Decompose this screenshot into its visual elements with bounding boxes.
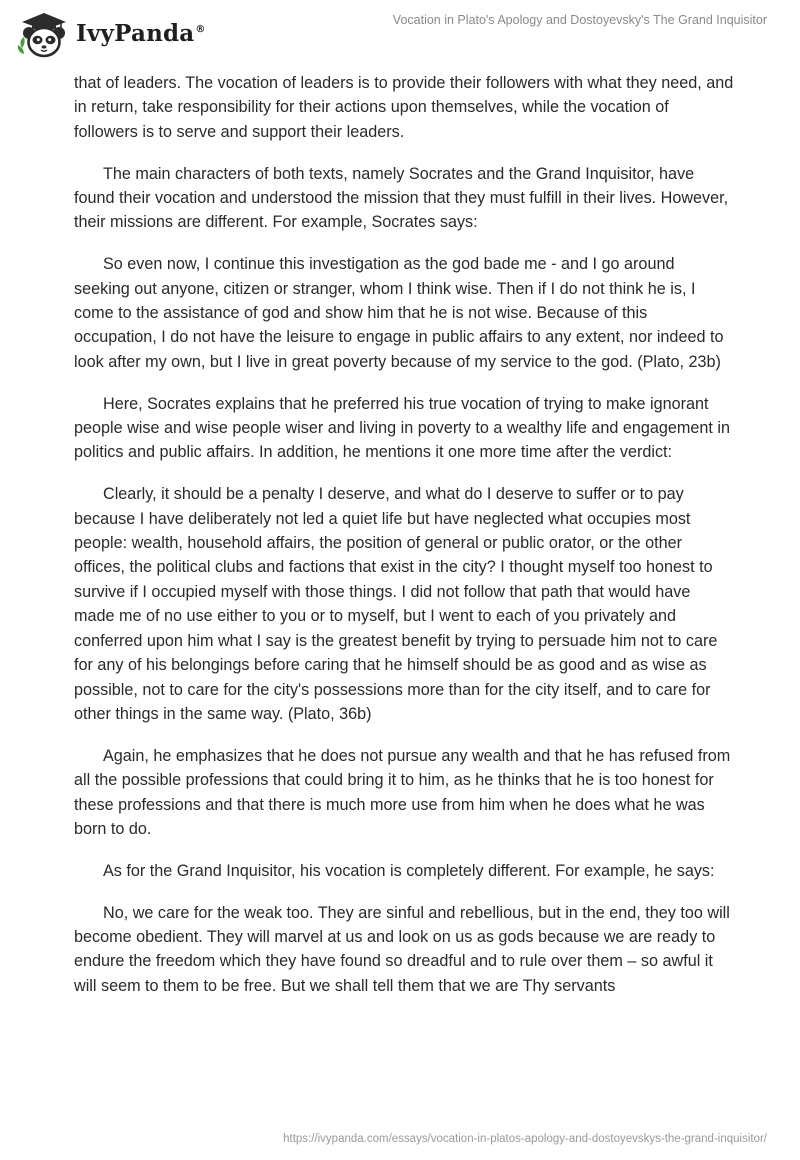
registered-mark: ®	[195, 23, 206, 35]
paragraph: that of leaders. The vocation of leaders is to provide their followers with what they need, and in return, take responsibility for their actions upon themselves, while the vocation of followers is to serve and support their leaders.	[74, 74, 734, 141]
paragraph: Here, Socrates explains that he preferred his true vocation of trying to make ignorant people wise and wise people wiser and living in poverty to a wealthy life and engagement in politics and public affairs. In addition, he mentions it one more time after the verdict:	[74, 394, 730, 462]
panda-graduate-icon	[14, 8, 70, 60]
brand-name	[76, 20, 206, 47]
block-quote: No, we care for the weak too. They are sinful and rebellious, but in the end, they too will become obedient. They will marvel at us and look on us as gods because we are ready to endure the freedom which they have found so dreadful and to rule over them – so awful it will seem to them to be free. But we shall tell them that we are Thy servants	[74, 903, 730, 995]
source-url[interactable]: https://ivypanda.com/essays/vocation-in-platos-apology-and-dostoyevskys-the-grand-inquisitor/	[283, 1133, 767, 1145]
essay-body	[74, 71, 734, 1016]
paragraph: The main characters of both texts, namely Socrates and the Grand Inquisitor, have found their vocation and understood the mission that they must fulfill in their lives. However, their missions are different. For example, Socrates says:	[74, 164, 729, 232]
paragraph: As for the Grand Inquisitor, his vocation is completely different. For example, he says:	[103, 861, 715, 880]
block-quote: Clearly, it should be a penalty I deserve, and what do I deserve to suffer or to pay because I have deliberately not led a quiet life but have neglected what occupies most people: wealth, household affairs, the position of general or public orator, or the other offices, the political clubs and factions that exist in the city? I thought myself too honest to survive if I occupied myself with those things. I did not follow that path that would have made me of no use either to you or to myself, but I went to each of you privately and conferred upon him what I say is the greatest benefit by trying to persuade him not to care for any of his belongings before caring that he himself should be as good and as wise as possible, not to care for the city's possessions more than for the city itself, and to care for other things in the same way. (Plato, 36b)	[74, 485, 718, 723]
ivypanda-logo[interactable]	[14, 8, 206, 60]
brand-name-text: IvyPanda	[76, 19, 195, 47]
document-title: Vocation in Plato's Apology and Dostoyevsky's The Grand Inquisitor	[392, 13, 767, 27]
block-quote: So even now, I continue this investigation as the god bade me - and I go around seeking out anyone, citizen or stranger, whom I think wise. Then if I do not think he is, I come to the assistance of god and show him that he is not wise. Because of this occupation, I do not have the leisure to engage in public affairs to any extent, nor indeed to look after my own, but I live in great poverty because of my service to the god. (Plato, 23b)	[74, 255, 724, 371]
paragraph: Again, he emphasizes that he does not pursue any wealth and that he has refused from all the possible professions that could bring it to him, as he thinks that he is too honest for these professions and that there is much more use from him when he does what he was born to do.	[74, 746, 731, 838]
page-header	[0, 0, 800, 66]
